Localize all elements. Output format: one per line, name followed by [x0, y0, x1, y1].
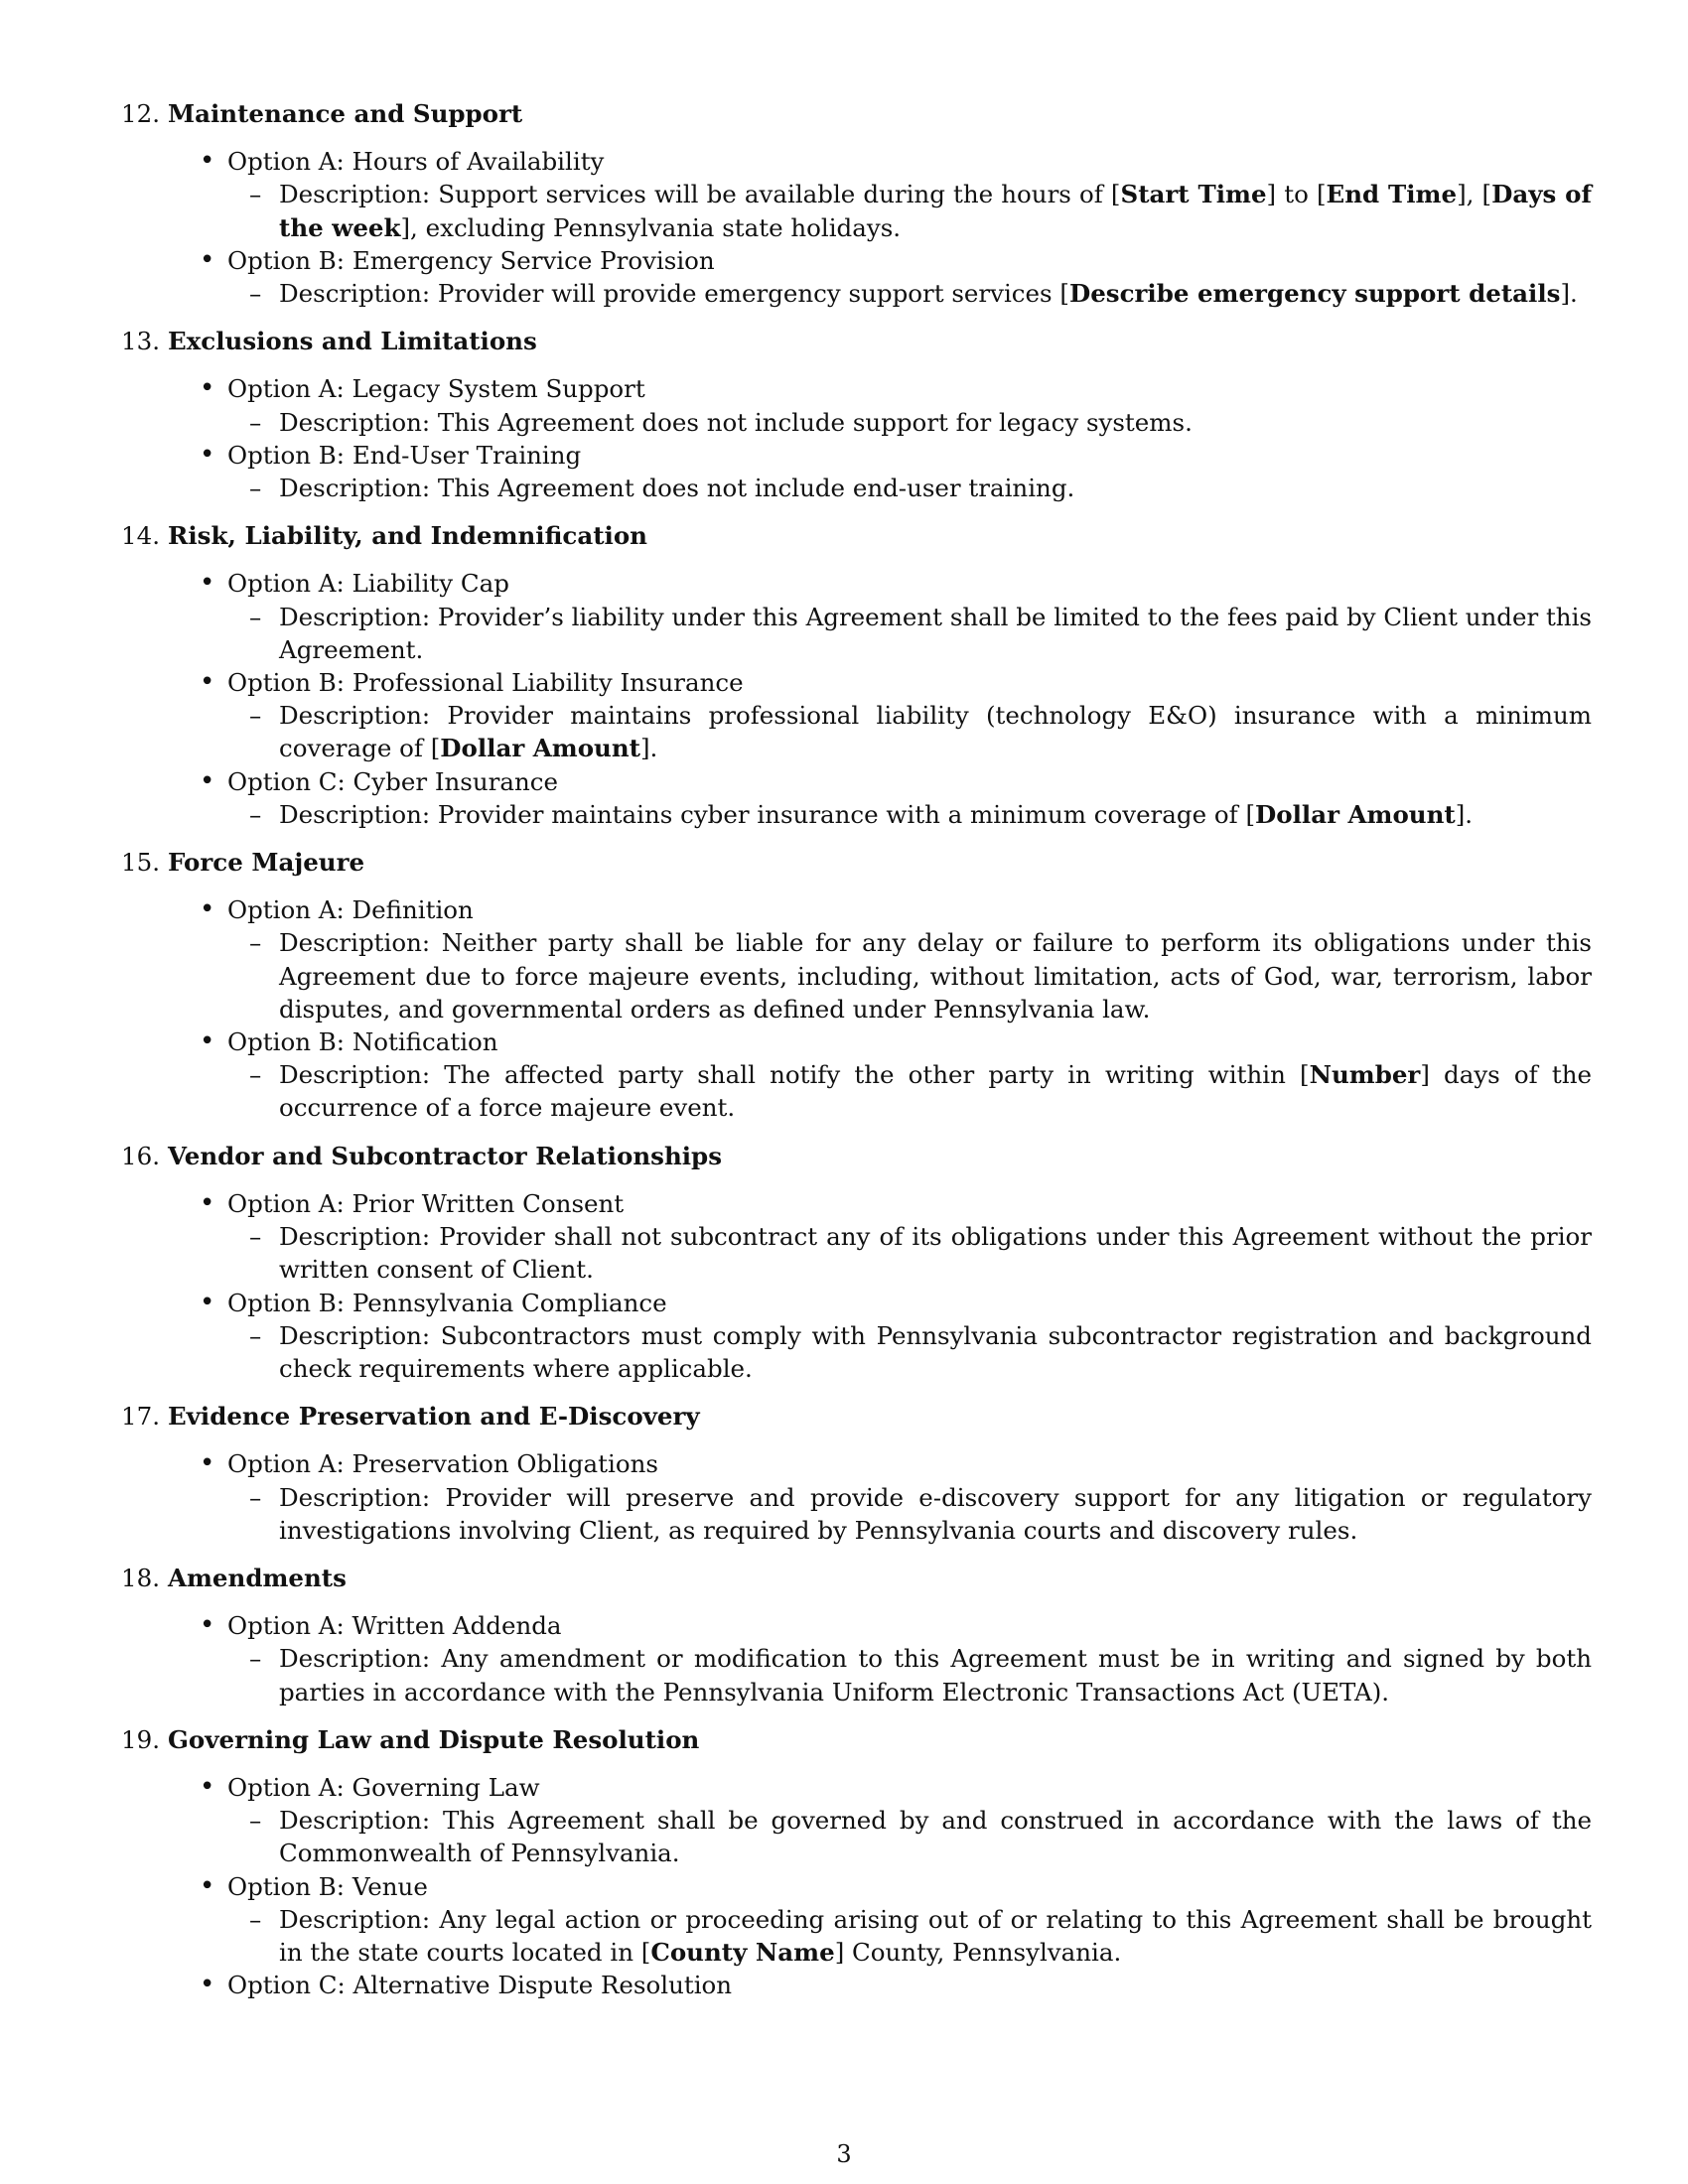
- bullet-icon: •: [200, 1187, 215, 1218]
- dash-icon: –: [249, 1060, 262, 1090]
- description-text: ], [: [1457, 180, 1492, 209]
- dash-icon: –: [249, 928, 262, 958]
- description-list: [227, 178, 1592, 243]
- option-description: [249, 1804, 1592, 1869]
- bullet-icon: •: [200, 1448, 215, 1479]
- section-15: [112, 846, 1592, 1125]
- section-number: 13.: [121, 327, 160, 356]
- description-text: Description: This Agreement does not include end-user training.: [279, 474, 1075, 503]
- option-item: [200, 765, 1592, 831]
- dash-icon: –: [249, 407, 262, 437]
- option-list: [168, 1447, 1592, 1547]
- dash-icon: –: [249, 474, 262, 503]
- placeholder-field: End Time: [1326, 180, 1458, 209]
- section-number: 15.: [121, 848, 160, 878]
- description-text: Description: Any legal action or proceeding arising out of or relating to this Agreement shall be brought in the state courts located in [: [279, 1904, 1592, 1967]
- bullet-icon: •: [200, 146, 215, 177]
- option-label: Option C: Cyber Insurance: [227, 766, 558, 796]
- bullet-icon: •: [200, 667, 215, 698]
- section-14: [112, 519, 1592, 831]
- placeholder-field: Describe emergency support details: [1068, 279, 1561, 309]
- option-label: Option A: Governing Law: [227, 1772, 540, 1802]
- description-text: Description: This Agreement does not include support for legacy systems.: [279, 407, 1193, 437]
- description-list: [227, 1220, 1592, 1286]
- description-text: Description: Provider’s liability under this Agreement shall be limited to the fees paid by Client under this Agreement.: [279, 602, 1592, 664]
- option-label: Option A: Legacy System Support: [227, 374, 645, 404]
- placeholder-field: Dollar Amount: [1255, 799, 1456, 829]
- option-description: [249, 178, 1593, 243]
- option-item: [200, 1287, 1592, 1386]
- option-list: [168, 1771, 1592, 2001]
- dash-icon: –: [249, 279, 262, 309]
- section-19: [112, 1723, 1592, 2002]
- option-description: [249, 406, 1592, 439]
- option-label: Option A: Hours of Availability: [227, 147, 605, 177]
- description-list: [227, 798, 1592, 831]
- option-item: [200, 145, 1593, 244]
- description-list: [227, 926, 1592, 1025]
- dash-icon: –: [249, 799, 262, 829]
- dash-icon: –: [249, 1222, 262, 1252]
- bullet-icon: •: [200, 568, 215, 599]
- section-title: Maintenance and Support: [168, 99, 523, 128]
- placeholder-field: Dollar Amount: [440, 734, 640, 763]
- description-list: [227, 406, 1592, 439]
- description-text: ].: [1560, 279, 1578, 309]
- option-label: Option B: Venue: [227, 1871, 428, 1901]
- description-text: Description: Provider will provide emergency support services [: [279, 279, 1069, 309]
- placeholder-field: County Name: [650, 1937, 835, 1967]
- description-list: [227, 1481, 1592, 1547]
- option-description: [249, 1319, 1592, 1385]
- option-item: [200, 1969, 1592, 2001]
- option-item: [200, 1771, 1592, 1870]
- option-item: [200, 1187, 1592, 1287]
- section-number: 19.: [121, 1724, 160, 1754]
- dash-icon: –: [249, 1806, 262, 1836]
- option-item: [200, 1025, 1592, 1125]
- dash-icon: –: [249, 1904, 262, 1934]
- description-text: ], excluding Pennsylvania state holidays.: [400, 212, 902, 242]
- document-body: [112, 97, 1592, 2016]
- description-text: ].: [640, 734, 658, 763]
- option-description: [249, 1220, 1592, 1286]
- section-17: [112, 1400, 1592, 1547]
- section-13: [112, 325, 1592, 504]
- section-18: [112, 1562, 1592, 1708]
- section-number: 14.: [121, 521, 160, 551]
- option-description: [249, 1481, 1592, 1547]
- description-list: [227, 1642, 1592, 1707]
- section-number: 16.: [121, 1141, 160, 1170]
- option-label: Option B: End-User Training: [227, 440, 582, 470]
- option-item: [200, 666, 1592, 765]
- option-label: Option A: Prior Written Consent: [227, 1188, 625, 1218]
- option-list: [168, 372, 1592, 504]
- bullet-icon: •: [200, 765, 215, 796]
- section-title: Evidence Preservation and E-Discovery: [168, 1402, 700, 1432]
- option-item: [200, 439, 1592, 504]
- description-list: [227, 1804, 1592, 1869]
- option-item: [200, 372, 1592, 438]
- placeholder-field: Start Time: [1120, 180, 1267, 209]
- option-description: [249, 1058, 1592, 1124]
- description-list: [227, 1319, 1592, 1385]
- option-item: [200, 893, 1592, 1025]
- option-item: [200, 1870, 1592, 1970]
- section-number: 12.: [121, 99, 160, 128]
- option-description: [249, 926, 1592, 1025]
- option-label: Option B: Emergency Service Provision: [227, 245, 715, 275]
- dash-icon: –: [249, 602, 262, 631]
- option-item: [200, 567, 1592, 666]
- description-text: Description: Any amendment or modification to this Agreement must be in writing and signed by both parties in accordance with the Pennsylvania Uniform Electronic Transactions Act (UETA).: [279, 1644, 1592, 1706]
- bullet-icon: •: [200, 1970, 215, 2000]
- option-label: Option A: Liability Cap: [227, 569, 509, 599]
- option-description: [249, 1903, 1592, 1969]
- description-list: [227, 472, 1592, 504]
- option-description: [249, 699, 1592, 764]
- description-list: [227, 601, 1592, 666]
- description-text: Description: Support services will be available during the hours of [: [279, 180, 1121, 209]
- bullet-icon: •: [200, 894, 215, 925]
- bullet-icon: •: [200, 1026, 215, 1057]
- option-list: [168, 893, 1592, 1124]
- description-text: Description: This Agreement shall be governed by and construed in accordance with the laws of the Commonwealth of Pennsylvania.: [279, 1806, 1592, 1868]
- bullet-icon: •: [200, 373, 215, 404]
- option-item: [200, 1609, 1592, 1708]
- section-title: Risk, Liability, and Indemnification: [168, 521, 647, 551]
- page-number: 3: [836, 2140, 852, 2168]
- option-description: [249, 472, 1592, 504]
- option-description: [249, 1642, 1592, 1707]
- description-list: [227, 1903, 1592, 1969]
- option-description: [249, 601, 1592, 666]
- section-title: Amendments: [168, 1563, 347, 1592]
- bullet-icon: •: [200, 244, 215, 275]
- placeholder-field: Days of the week: [279, 180, 1593, 242]
- option-label: Option B: Professional Liability Insurance: [227, 668, 744, 698]
- description-text: Description: Subcontractors must comply with Pennsylvania subcontractor registration and background check requirements where applicable.: [279, 1320, 1592, 1383]
- option-label: Option A: Preservation Obligations: [227, 1449, 658, 1479]
- placeholder-field: Number: [1309, 1060, 1421, 1090]
- description-text: ].: [1455, 799, 1474, 829]
- description-text: Description: Provider maintains cyber insurance with a minimum coverage of [: [279, 799, 1256, 829]
- option-label: Option B: Pennsylvania Compliance: [227, 1288, 667, 1317]
- option-list: [168, 1187, 1592, 1385]
- description-text: ] County, Pennsylvania.: [834, 1937, 1122, 1967]
- option-label: Option A: Definition: [227, 895, 474, 925]
- description-text: Description: Provider maintains professional liability (technology E&O) insurance with a minimum coverage of [: [279, 701, 1592, 763]
- bullet-icon: •: [200, 1870, 215, 1901]
- section-number: 17.: [121, 1402, 160, 1432]
- section-title: Vendor and Subcontractor Relationships: [168, 1141, 722, 1170]
- option-label: Option A: Written Addenda: [227, 1611, 562, 1641]
- dash-icon: –: [249, 1482, 262, 1512]
- bullet-icon: •: [200, 439, 215, 470]
- option-item: [200, 1447, 1592, 1547]
- dash-icon: –: [249, 1644, 262, 1674]
- bullet-icon: •: [200, 1771, 215, 1802]
- section-title: Exclusions and Limitations: [168, 327, 537, 356]
- section-12: [112, 97, 1592, 310]
- dash-icon: –: [249, 180, 262, 209]
- option-label: Option B: Notification: [227, 1027, 498, 1057]
- description-list: [227, 1058, 1592, 1124]
- description-text: ] to [: [1266, 180, 1327, 209]
- option-item: [200, 244, 1592, 310]
- section-title: Force Majeure: [168, 848, 365, 878]
- section-title: Governing Law and Dispute Resolution: [168, 1724, 700, 1754]
- option-label: Option C: Alternative Dispute Resolution: [227, 1971, 733, 2000]
- description-text: Description: Neither party shall be liable for any delay or failure to perform its obligations under this Agreement due to force majeure events, including, without limitation, acts of God, war, terrorism, labor disputes, and governmental orders as defined under Pennsylvania law.: [279, 928, 1592, 1024]
- description-list: [227, 277, 1592, 310]
- option-list: [168, 145, 1592, 310]
- dash-icon: –: [249, 701, 262, 731]
- description-text: ] days of the occurrence of a force majeure event.: [279, 1060, 1592, 1123]
- option-description: [249, 277, 1592, 310]
- bullet-icon: •: [200, 1287, 215, 1317]
- description-text: Description: Provider shall not subcontract any of its obligations under this Agreement without the prior written consent of Client.: [279, 1222, 1592, 1285]
- section-16: [112, 1140, 1592, 1385]
- description-text: Description: Provider will preserve and provide e-discovery support for any litigation or regulatory investigations involving Client, as required by Pennsylvania courts and discovery rules.: [279, 1482, 1592, 1545]
- description-list: [227, 699, 1592, 764]
- description-text: Description: The affected party shall notify the other party in writing within [: [279, 1060, 1310, 1090]
- option-list: [168, 1609, 1592, 1708]
- bullet-icon: •: [200, 1610, 215, 1641]
- section-number: 18.: [121, 1563, 160, 1592]
- option-list: [168, 567, 1592, 831]
- dash-icon: –: [249, 1320, 262, 1350]
- option-description: [249, 798, 1592, 831]
